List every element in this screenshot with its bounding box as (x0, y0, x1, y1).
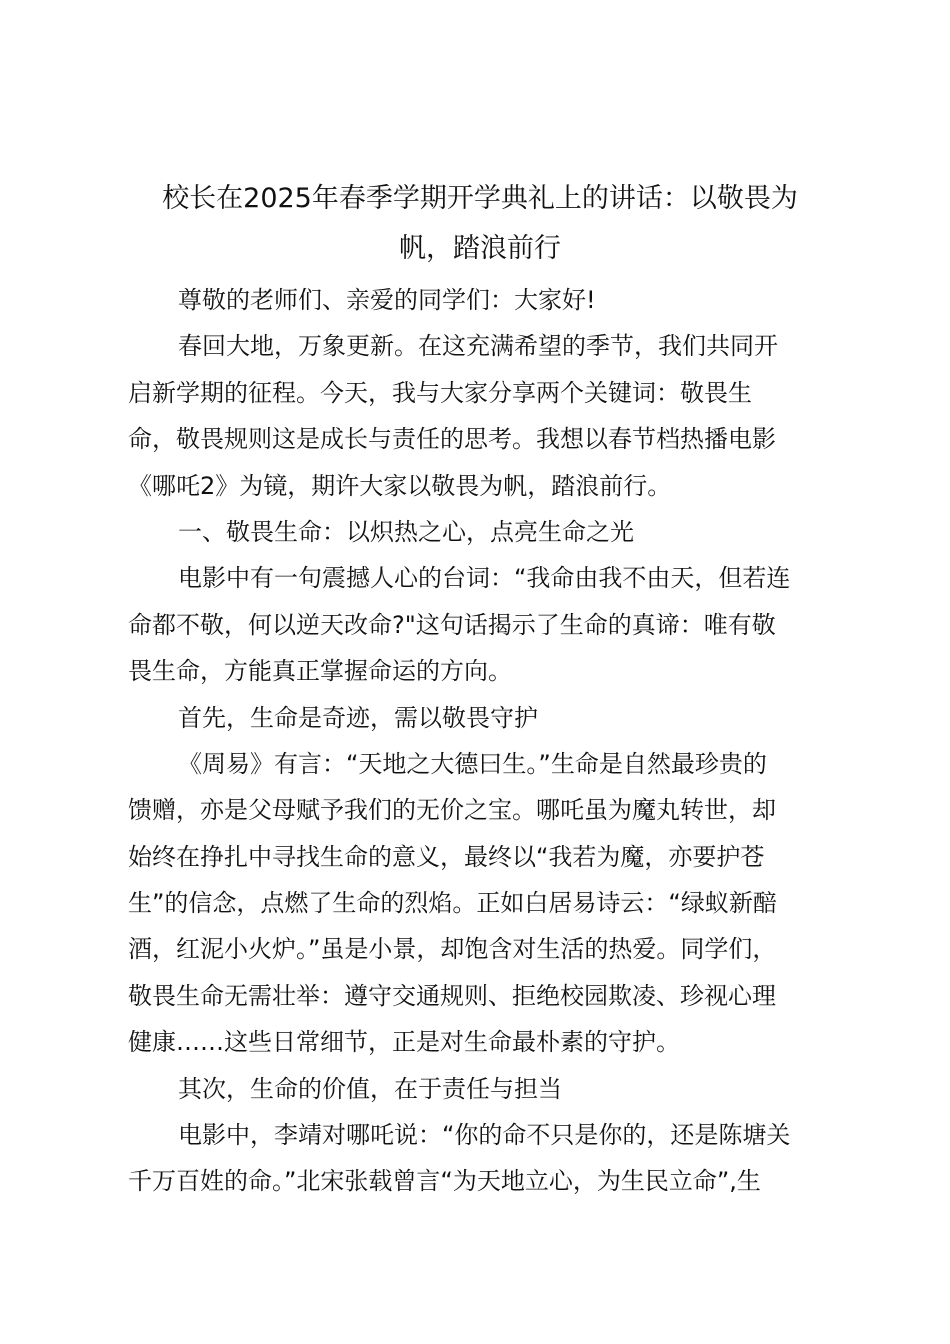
text-line: 其次，生命的价值，在于责任与担当 (178, 1074, 562, 1103)
text-line: 命，敬畏规则这是成长与责任的思考。我想以春节档热播电影 (128, 425, 776, 454)
text-line: 电影中，李靖对哪吒说：“你的命不只是你的，还是陈塘关 (178, 1121, 791, 1150)
text-line: 首先，生命是奇迹，需以敬畏守护 (178, 703, 538, 732)
text-line: 《哪吒2》为镜，期许大家以敬畏为帆，踏浪前行。 (128, 471, 672, 500)
text-line: 启新学期的征程。今天，我与大家分享两个关键词：敬畏生 (128, 378, 752, 407)
title-line-1: 校长在2025年春季学期开学典礼上的讲话：以敬畏为 (162, 183, 798, 214)
text-line: 馈赠，亦是父母赋予我们的无价之宝。哪吒虽为魔丸转世，却 (128, 796, 776, 825)
document-body (128, 277, 838, 1205)
text-line: 健康……这些日常细节，正是对生命最朴素的守护。 (128, 1028, 680, 1057)
text-line: 春回大地，万象更新。在这充满希望的季节，我们共同开 (178, 332, 778, 361)
title-line-2: 帆，踏浪前行 (399, 233, 561, 264)
text-line: 畏生命，方能真正掌握命运的方向。 (128, 657, 512, 686)
text-line: 敬畏生命无需壮举：遵守交通规则、拒绝校园欺凌、珍视心理 (128, 981, 776, 1010)
text-line: 一、敬畏生命：以炽热之心，点亮生命之光 (178, 517, 634, 546)
text-line: 千万百姓的命。”北宋张载曾言“为天地立心，为生民立命”,生 (128, 1167, 761, 1196)
text-line: 生”的信念，点燃了生命的烈焰。正如白居易诗云：“绿蚁新醅 (128, 889, 777, 918)
text-line: 始终在挣扎中寻找生命的意义，最终以“我若为魔，亦要护苍 (128, 842, 765, 871)
text-line: 命都不敬，何以逆天改命?"这句话揭示了生命的真谛：唯有敬 (128, 610, 776, 639)
document-title (120, 174, 840, 274)
text-line: 酒，红泥小火炉。”虽是小景，却饱含对生活的热爱。同学们， (128, 935, 777, 964)
text-line: 电影中有一句震撼人心的台词：“我命由我不由天，但若连 (178, 564, 791, 593)
text-line: 尊敬的老师们、亲爱的同学们：大家好! (178, 286, 596, 314)
text-line: 《周易》有言：“天地之大德曰生。”生命是自然最珍贵的 (178, 749, 767, 778)
